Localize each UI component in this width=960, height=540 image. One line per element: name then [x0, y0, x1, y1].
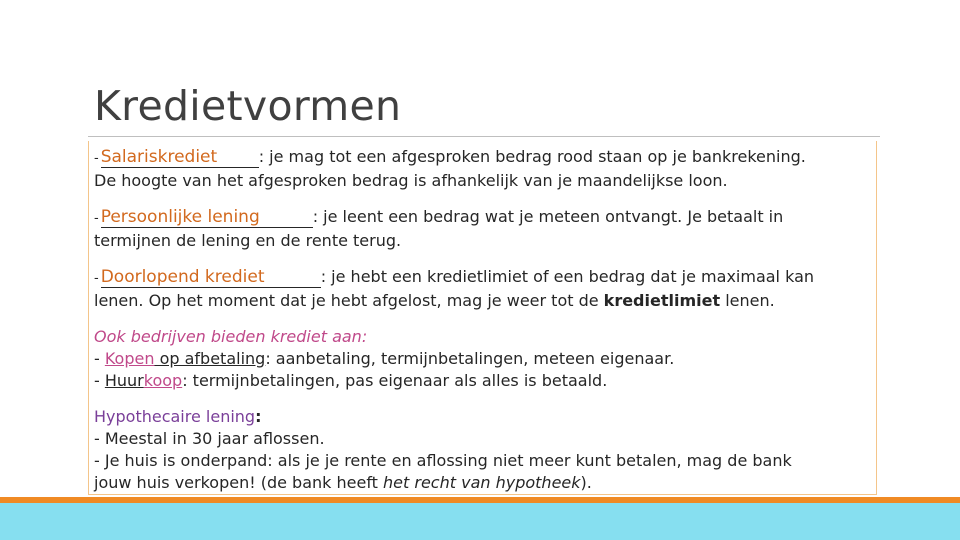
mortgage-heading-line — [94, 406, 884, 428]
bold-kredietlimiet: kredietlimiet — [603, 291, 721, 310]
mortgage-line — [94, 472, 884, 494]
credit-item-personal-loan — [94, 206, 884, 252]
text-segment: lenen. — [720, 291, 775, 310]
text-segment: jouw huis verkopen! (de bank heeft — [94, 473, 384, 492]
slide-title: Kredietvormen — [94, 82, 402, 130]
italic-recht-van-hypotheek: het recht van hypotheek — [383, 473, 581, 492]
credit-item-line — [94, 146, 884, 170]
dash: - — [94, 211, 99, 226]
definition-text: : termijnbetalingen, pas eigenaar als alles is betaald. — [182, 371, 608, 390]
companies-section — [94, 326, 884, 392]
mortgage-section — [94, 406, 884, 494]
dash: - — [94, 151, 99, 166]
term-doorlopend-krediet: Doorlopend krediet — [100, 267, 265, 287]
term-blank — [101, 208, 313, 228]
definition-continuation: termijnen de lening en de rente terug. — [94, 231, 402, 250]
mortgage-line: - Je huis is onderpand: als je je rente en aflossing niet meer kunt betalen, mag de bank — [94, 451, 792, 470]
mortgage-line: - Meestal in 30 jaar aflossen. — [94, 429, 325, 448]
term-salariskrediet: Salariskrediet — [100, 147, 218, 167]
title-divider — [88, 136, 880, 137]
term-op-afbetaling: op afbetaling — [154, 349, 266, 368]
dash: - — [94, 349, 105, 368]
slide-body — [94, 146, 884, 508]
definition-text: : je leent een bedrag wat je meteen ontvangt. Je betaalt in — [312, 207, 784, 226]
mortgage-heading: Hypothecaire lening — [94, 407, 256, 426]
term-blank — [101, 268, 321, 288]
companies-heading: Ook bedrijven bieden krediet aan: — [94, 327, 368, 346]
text-segment: lenen. Op het moment dat je hebt afgelost, mag je weer tot de — [94, 291, 604, 310]
definition-text: : aanbetaling, termijnbetalingen, meteen eigenaar. — [265, 349, 675, 368]
companies-item-installment — [94, 348, 884, 370]
definition-text: : je mag tot een afgesproken bedrag rood staan op je bankrekening. — [258, 147, 806, 166]
credit-item-line — [94, 266, 884, 290]
term-koop: koop — [143, 371, 183, 390]
text-segment: ). — [580, 473, 592, 492]
term-blank — [101, 148, 259, 168]
dash: - — [94, 271, 99, 286]
term-kopen: Kopen — [104, 349, 155, 368]
credit-item-revolving — [94, 266, 884, 312]
credit-item-line — [94, 206, 884, 230]
credit-item-salary — [94, 146, 884, 192]
dash: - — [94, 371, 105, 390]
term-huur: Huur — [104, 371, 144, 390]
definition-continuation — [94, 290, 884, 312]
companies-item-hirepurchase — [94, 370, 884, 392]
term-persoonlijke-lening: Persoonlijke lening — [100, 207, 260, 227]
footer-blue-bar — [0, 503, 960, 540]
mortgage-colon: : — [255, 407, 262, 426]
definition-continuation: De hoogte van het afgesproken bedrag is afhankelijk van je maandelijkse loon. — [94, 171, 728, 190]
definition-text: : je hebt een kredietlimiet of een bedrag dat je maximaal kan — [320, 267, 815, 286]
